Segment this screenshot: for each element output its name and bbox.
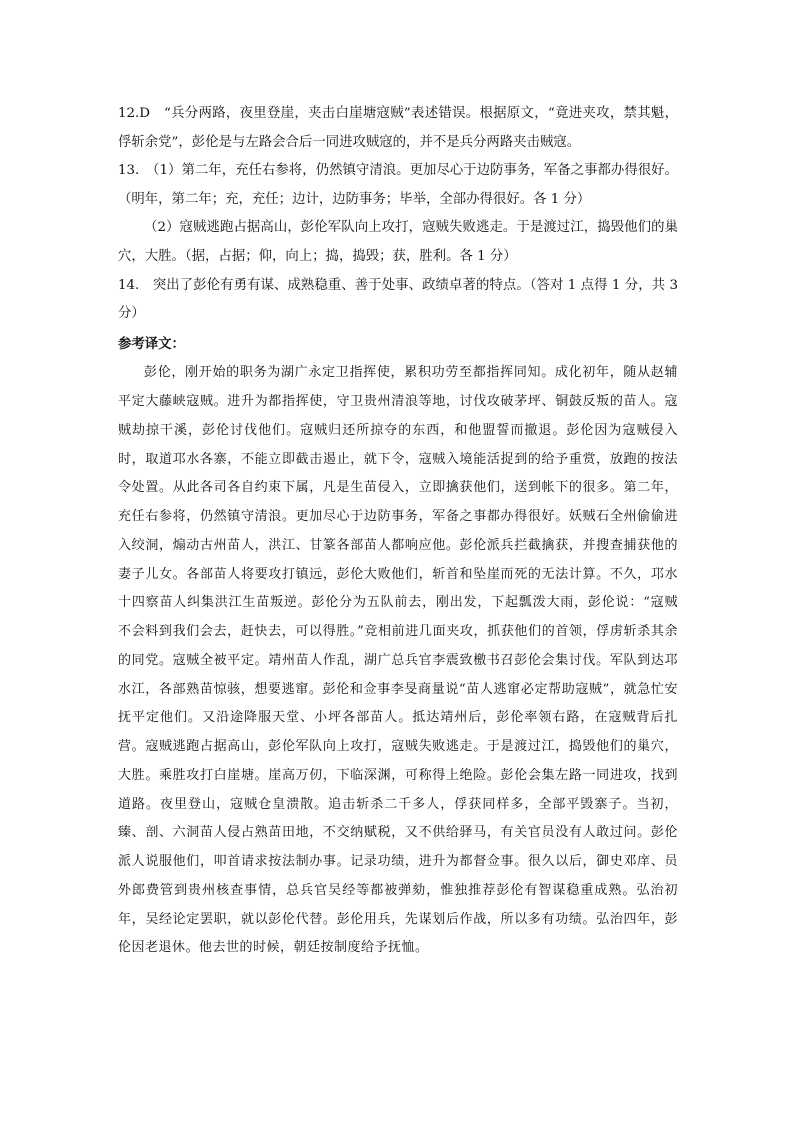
document-page	[118, 100, 678, 963]
answer-12: 12.D “兵分两路，夜里登崖，夹击白崖塘寇贼”表述错误。根据原文，“竟进夹攻，禁其魁，俘斩余党”，彭伦是与左路会合后一同进攻贼寇的，并不是兵分两路夹击贼寇。	[118, 106, 678, 150]
translation-heading: 参考译文：	[118, 336, 185, 352]
answer-13-part-2: （2）寇贼逃跑占据高山，彭伦军队向上攻打，寇贼失败逃走。于是渡过江，捣毁他们的巢穴，大胜。（据，占据；仰，向上；捣，捣毁；获，胜利。各 1 分）	[118, 220, 678, 264]
answer-section	[118, 100, 678, 329]
answer-13-part-1: 13. （1）第二年，充任右参将，仍然镇守清浪。更加尽心于边防事务，军备之事都办得很好。（明年，第二年；充，充任；边计，边防事务；毕举，全部办得很好。各 1 分）	[118, 163, 678, 207]
translation-paragraph: 彭伦，刚开始的职务为湖广永定卫指挥使，累积功劳至都指挥同知。成化初年，随从赵辅平定大藤峡寇贼。进升为都指挥使，守卫贵州清浪等地，讨伐攻破茅坪、铜鼓反叛的苗人。寇贼劫掠干溪，彭伦讨伐他们。寇贼归还所掠夺的东西，和他盟誓而撤退。彭伦因为寇贼侵入时，取道邛水各寨，不能立即截击遏止，就下令，寇贼入境能活捉到的给予重赏，放跑的按法令处置。从此各司各自约束下属，凡是生苗侵入，立即擒获他们，送到帐下的很多。第二年，充任右参将，仍然镇守清浪。更加尽心于边防事务，军备之事都办得很好。妖贼石全州偷偷进入绞洞，煽动古州苗人，洪江、甘篆各部苗人都响应他。彭伦派兵拦截擒获，并搜查捕获他的妻子儿女。各部苗人将要攻打镇远，彭伦大败他们，斩首和坠崖而死的无法计算。不久，邛水十四察苗人纠集洪江生苗叛逆。彭伦分为五队前去，刚出发，下起瓢泼大雨，彭伦说：“寇贼不会料到我们会去，赶快去，可以得胜。”竞相前进几面夹攻，抓获他们的首领，俘虏斩杀其余的同党。寇贼全被平定。靖州苗人作乱，湖广总兵官李震致檄书召彭伦会集讨伐。军队到达邛水江，各部熟苗惊骇，想要逃窜。彭伦和佥事李旻商量说“苗人逃窜必定帮助寇贼”，就急忙安抚平定他们。又沿途降服天堂、小坪各部苗人。抵达靖州后，彭伦率领右路，在寇贼背后扎营。寇贼逃跑占据高山，彭伦军队向上攻打，寇贼失败逃走。于是渡过江，捣毁他们的巢穴，大胜。乘胜攻打白崖塘。崖高万仞，下临深渊，可称得上绝险。彭伦会集左路一同进攻，找到道路。夜里登山，寇贼仓皇溃散。追击斩杀二千多人，俘获同样多，全部平毁寨子。当初，臻、剖、六洞苗人侵占熟苗田地，不交纳赋税，又不供给驿马，有关官员没有人敢过问。彭伦派人说服他们，叩首请求按法制办事。记录功绩，进升为都督佥事。很久以后，御史邓庠、员外郎费管到贵州核查事情，总兵官吴经等都被弹劾，惟独推荐彭伦有智谋稳重成熟。弘治初年，吴经论定罢职，就以彭伦代替。彭伦用兵，先谋划后作战，所以多有功绩。弘治四年，彭伦因老退休。他去世的时候，朝廷按制度给予抚恤。	[118, 365, 678, 956]
answer-14: 14. 突出了彭伦有勇有谋、成熟稳重、善于处事、政绩卓著的特点。（答对 1 点得 1 分，共 3 分）	[118, 277, 678, 322]
